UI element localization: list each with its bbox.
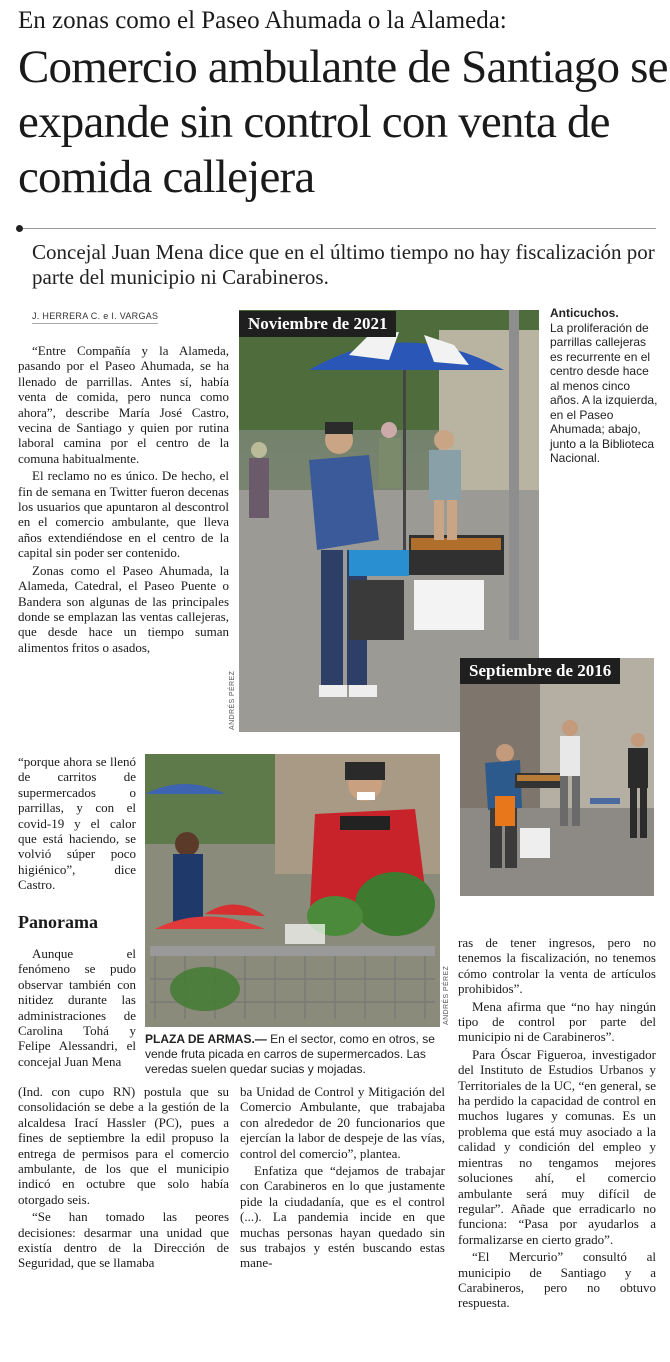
column-3 <box>458 935 656 1313</box>
third-photo-caption <box>145 1032 445 1077</box>
column-1-narrow <box>18 754 136 895</box>
column-1-top <box>18 343 229 657</box>
byline: J. HERRERA C. e I. VARGAS <box>32 311 158 324</box>
paragraph: “Se han tomado las peores decisiones: desarmar una unidad que existía dentro de la Dirección de Seguridad, que se llamaba <box>18 1209 229 1271</box>
paragraph: (Ind. con cupo RN) postula que su consolidación se debe a la gestión de la alcaldesa Irací Hassler (PC), pues a fines de septiembre la edil propuso la entrega de permisos para el comercio ambulante, de los que el municipio indicó en octubre que solo había otorgado seis. <box>18 1084 229 1207</box>
third-photo-credit: ANDRÉS PÉREZ <box>443 965 450 1025</box>
third-photo-image <box>145 754 440 1027</box>
second-photo-date-tag: Septiembre de 2016 <box>460 658 620 684</box>
column-2 <box>240 1084 445 1273</box>
kicker: En zonas como el Paseo Ahumada o la Alameda: <box>18 7 507 34</box>
third-caption-title: PLAZA DE ARMAS.— <box>145 1032 267 1046</box>
paragraph: Aunque el fenómeno se pudo observar también con nitidez durante las administraciones de Carolina Tohá y Felipe Alessandri, el concejal Juan Mena <box>18 946 136 1069</box>
headline: Comercio ambulante de Santiago se expande sin control con venta de comida callejera <box>18 41 668 203</box>
paragraph: El reclamo no es único. De hecho, el fin de semana en Twitter fueron decenas los usuarios que apuntaron al descontrol en el comercio ambulante, que lleva años extendiéndose en el centro de la capital sin poder ser contenido. <box>18 468 229 561</box>
side-caption <box>550 306 660 466</box>
side-caption-text: La proliferación de parrillas callejeras es recurrente en el centro desde hace al menos cinco años. A la izquierda, en el Paseo Ahumada; abajo, junto a la Biblioteca Nacional. <box>550 320 658 465</box>
subhead-panorama: Panorama <box>18 912 98 932</box>
side-caption-title: Anticuchos. <box>550 306 619 320</box>
column-1-bottom <box>18 1084 229 1273</box>
separator-dot <box>16 225 23 232</box>
paragraph: ba Unidad de Control y Mitigación del Comercio Ambulante, que trabajaba con alrededor de 20 funcionarios que ejercían la labor de despeje de las vías, control del comercio”, plantea. <box>240 1084 445 1161</box>
deck: Concejal Juan Mena dice que en el último tiempo no hay fiscalización por parte del municipio ni Carabineros. <box>32 240 655 289</box>
paragraph: Para Óscar Figueroa, investigador del Instituto de Estudios Urbanos y Territoriales de la UC, “en general, se ha perdido la capacidad de control en muchos lugares y comunas. Es un problema que está muy asociado a la calidad y condición del empleo y mientras no tengamos mejores soluciones ahí, el comercio ambulante será muy difícil de regular”. Añade que erradicarlo no funciona: “Pasa por ayudarlos a formalizarse en cierto grado”. <box>458 1046 656 1247</box>
paragraph: Mena afirma que “no hay ningún tipo de control por parte del municipio ni de Carabineros”. <box>458 998 656 1045</box>
paragraph: “Entre Compañía y la Alameda, pasando por el Paseo Ahumada, se ha llenado de parrillas. Antes sí, había venta de comida, pero nunca como ahora”, describe María José Castro, vecina de Santiago y quien por rutina laboral camina por el centro de la comuna habitualmente. <box>18 343 229 466</box>
paragraph: “El Mercurio” consultó al municipio de Santiago y a Carabineros, pero no obtuvo respuesta. <box>458 1249 656 1311</box>
separator-line <box>18 228 656 229</box>
paragraph: Enfatiza que “dejamos de trabajar con Carabineros en lo que justamente pide la ciudadanía, que es el control (...). La pandemia incide en que muchas personas hayan quedado sin sus trabajos y estén buscando estas mane- <box>240 1163 445 1271</box>
paragraph: Zonas como el Paseo Ahumada, la Alameda, Catedral, el Paseo Puente o Bandera son algunas de las principales donde se emplazan las ventas callejeras, que desde hace un tiempo suman alimentos fritos o asados, <box>18 562 229 655</box>
third-photo <box>145 754 440 1027</box>
column-1-panorama <box>18 946 136 1071</box>
main-photo-date-tag: Noviembre de 2021 <box>239 311 396 337</box>
second-photo-image <box>460 658 654 896</box>
paragraph: ras de tener ingresos, pero no tenemos la fiscalización, no tenemos cómo controlar la venta de artículos prohibidos”. <box>458 935 656 997</box>
second-photo <box>460 658 654 896</box>
paragraph: “porque ahora se llenó de carritos de supermercados o parrillas, y con el covid-19 y el calor que está haciendo, se volvió súper poco higiénico”, dice Castro. <box>18 754 136 893</box>
third-caption-text: En el sector, como en otros, se vende fruta picada en carros de supermercados. Las veredas suelen quedar sucias y mojadas. <box>145 1032 435 1076</box>
main-photo-credit: ANDRÉS PÉREZ <box>229 670 236 730</box>
